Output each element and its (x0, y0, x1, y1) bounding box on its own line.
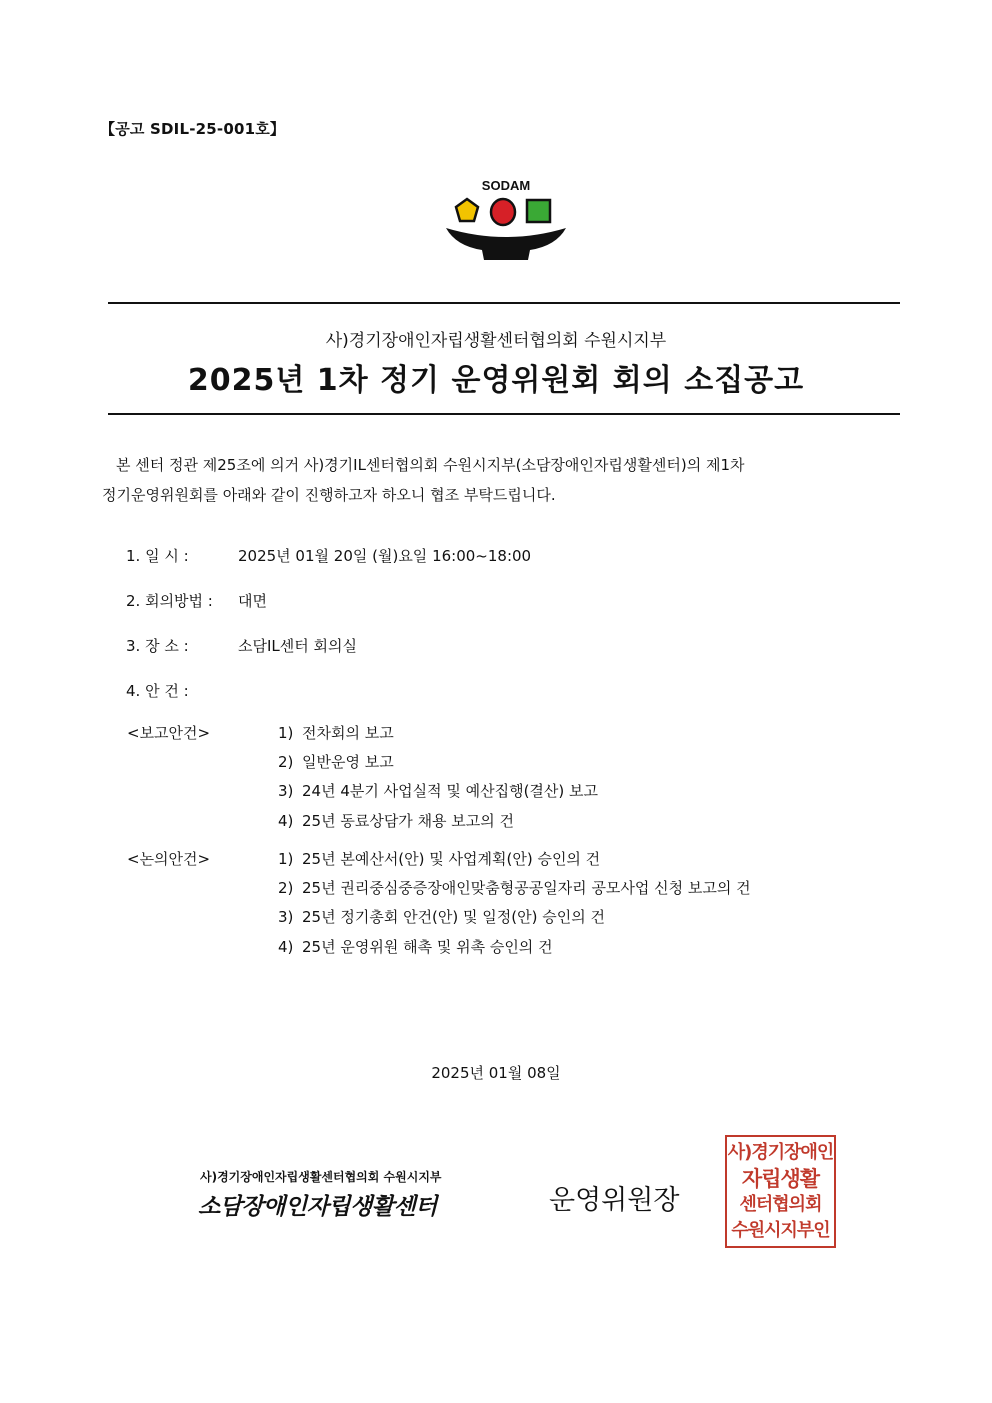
red-circle-icon (491, 199, 515, 225)
meeting-datetime (126, 545, 531, 566)
notice-number: 【공고 SDIL-25-001호】 (100, 120, 286, 138)
green-square-icon (527, 200, 550, 222)
official-seal (725, 1135, 836, 1248)
bowl-icon (446, 228, 566, 260)
seal-line: 수원시지부인 (731, 1220, 830, 1241)
list-item: 3) 24년 4분기 사업실적 및 예산집행(결산) 보고 (278, 782, 599, 800)
seal-line: 자립생활 (741, 1167, 820, 1191)
meeting-method (126, 590, 267, 611)
organization-name: 사)경기장애인자립생활센터협의회 수원시지부 (325, 331, 667, 351)
list-item: 1) 25년 본예산서(안) 및 사업계획(안) 승인의 건 (278, 850, 601, 868)
intro-line: 정기운영위원회를 아래와 같이 진행하고자 하오니 협조 부탁드립니다. (102, 486, 556, 504)
seal-line: 센터협의회 (739, 1194, 822, 1215)
item-value: 2025년 01월 20일 (월)요일 16:00~18:00 (238, 547, 532, 565)
page-title: 2025년 1차 정기 운영위원회 회의 소집공고 (187, 363, 805, 398)
list-item: 1) 전차회의 보고 (278, 724, 394, 742)
item-label: 1. 일 시 : (126, 547, 189, 565)
list-item: 2) 일반운영 보고 (278, 753, 394, 771)
discussion-items-label: <논의안건> (127, 850, 211, 868)
item-label: 3. 장 소 : (126, 637, 189, 655)
yellow-pentagon-icon (456, 199, 478, 221)
logo-text: SODAM (481, 178, 531, 193)
list-item: 2) 25년 권리중심중증장애인맞춤형공공일자리 공모사업 신청 보고의 건 (278, 879, 751, 897)
list-item: 4) 25년 운영위원 해촉 및 위촉 승인의 건 (278, 938, 553, 956)
report-items-label: <보고안건> (127, 724, 211, 742)
meeting-agenda (126, 680, 238, 701)
list-item: 3) 25년 정기총회 안건(안) 및 일정(안) 승인의 건 (278, 908, 605, 926)
meeting-place (126, 635, 357, 656)
seal-line: 사)경기장애인 (727, 1142, 834, 1163)
item-value: 대면 (238, 592, 267, 610)
top-rule (108, 302, 900, 304)
item-label: 4. 안 건 : (126, 682, 189, 700)
footer-organization: 사)경기장애인자립생활센터협의회 수원시지부 (200, 1170, 442, 1184)
item-value: 소담IL센터 회의실 (238, 637, 357, 655)
intro-paragraph (102, 450, 902, 510)
list-item: 4) 25년 동료상담가 채용 보고의 건 (278, 812, 515, 830)
intro-line: 본 센터 정관 제25조에 의거 사)경기IL센터협의회 수원시지부(소담장애인자립생활센터)의 제1차 (116, 456, 745, 474)
sodam-logo (444, 176, 568, 264)
chairperson-title: 운영위원장 (549, 1185, 680, 1216)
bottom-rule (108, 413, 900, 415)
notice-date: 2025년 01월 08일 (431, 1064, 561, 1082)
footer-center-name: 소담장애인자립생활센터 (198, 1194, 437, 1220)
item-label: 2. 회의방법 : (126, 592, 213, 610)
